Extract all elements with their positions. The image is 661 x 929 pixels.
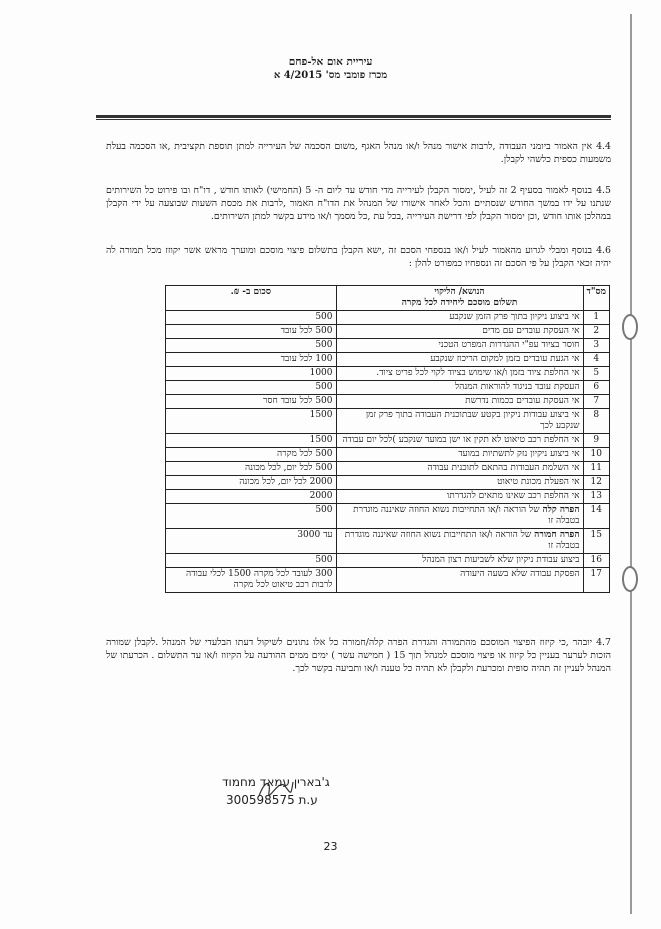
row-subject (336, 339, 583, 353)
row-subject (336, 554, 583, 568)
row-amount: 1000 (166, 367, 337, 381)
page-edge-line (630, 14, 632, 914)
paragraph-4-7 (106, 636, 611, 675)
row-number: 3 (583, 339, 609, 353)
header-subject-title: הנושא/ הליקוי (434, 287, 485, 297)
table-row (166, 554, 610, 568)
row-amount: 500 (166, 339, 337, 353)
row-number: 8 (583, 409, 609, 434)
row-subject-text: של הוראה ו/או התחייבות נשוא החוזה שאיננה מוגדרת בטבלה זו (344, 530, 580, 551)
row-subject (336, 325, 583, 339)
row-amount: 2000 לכל יום, לכל מכונה (166, 476, 337, 490)
table-row (166, 529, 610, 554)
row-amount: 1500 (166, 434, 337, 448)
row-subject-text: חוסר בציוד עפ"י ההגדרות המפרט הטכני (438, 340, 580, 350)
row-number: 10 (583, 448, 609, 462)
row-number: 11 (583, 462, 609, 476)
row-number: 14 (583, 504, 609, 529)
table-row (166, 395, 610, 409)
row-subject-text: העסקת עובד בניגוד להוראות המנהל (454, 382, 580, 392)
row-subject (336, 381, 583, 395)
row-subject-text: אי הפעלת מכונת טיאוט (497, 477, 580, 487)
paragraph-number: 4.7 (596, 637, 611, 648)
table-row (166, 568, 610, 593)
row-subject (336, 311, 583, 325)
row-subject (336, 504, 583, 529)
header-rule-thick (96, 115, 611, 118)
paragraph-number: 4.4 (596, 141, 611, 152)
row-subject (336, 367, 583, 381)
table-row (166, 434, 610, 448)
row-subject-text: אי הגעת עובדים בזמן למקום הריכוז שנקבע (430, 354, 580, 364)
row-subject-text: אי השלמת העבודות בהתאם לתוכנית עבודה (427, 463, 580, 473)
row-amount: 500 לכל עובד חסר (166, 395, 337, 409)
row-subject-text: אי ביצוע ניקיון נזק לתשתיות במועד (458, 449, 580, 459)
row-number: 2 (583, 325, 609, 339)
row-subject-text: אי ביצוע ניקיון בתוך פרק הזמן שנקבע (449, 312, 580, 322)
row-amount: 500 (166, 311, 337, 325)
paragraph-text: בנוסף ומבלי לגרוע מהאמור לעיל ו/או בנספחי הסכם זה ,ישא הקבלן בתשלום פיצוי מוסכם ומוערך מראש אשר יקוזז מכל תמורה לה יהיה זכאי הקבלן על פי הסכם זה ונספחיו כמפורט להלן : (106, 245, 611, 269)
table-row (166, 381, 610, 395)
header-amount: סכום ב- ₪. (166, 286, 337, 311)
table-row (166, 311, 610, 325)
row-subject (336, 395, 583, 409)
row-subject (336, 476, 583, 490)
paragraph-text: בנוסף לאמור בסעיף 2 זה לעיל ,ימסור הקבלן לעירייה מדי חודש עד ליום ה- 5 (החמישי) לאותו חודש , דו"ח ובו פירוט כל השירותים שנתנו על ידו במשך החודש שנסתיים והכל לאחר אישורו של המנהל את הדו"ח האמור ,לרבות את מכסת השעות שבוצעה על ידי הקבלן במהלכן אותו חודש ,וכן ימסור הקבלן לפי דרישת העירייה ,בכל עת ,כל מסמך ו/או מידע בקשר למתן השירותים. (106, 185, 611, 222)
row-subject-text: אי החלפת רכב שאינו מתאים להגדרתו (446, 491, 580, 501)
row-number: 15 (583, 529, 609, 554)
row-subject-text: אי העסקת עובדים בכמות נדרשת (465, 396, 580, 406)
row-subject (336, 353, 583, 367)
row-subject (336, 529, 583, 554)
paragraph-text: אין האמור ביומני העבודה ,לרבות אישור מנהל ו/או מנהל האגף ,משום הסכמה של העירייה למתן תוספת תקציבית ,או הסכמה בעלת משמעות כספית כלשהי לקבלן. (106, 141, 611, 165)
table-row (166, 353, 610, 367)
table-row (166, 476, 610, 490)
row-amount: 500 לכל יום, לכל מכונה (166, 462, 337, 476)
table-row (166, 325, 610, 339)
row-number: 5 (583, 367, 609, 381)
row-number: 4 (583, 353, 609, 367)
page-number: 23 (323, 840, 338, 853)
row-number: 6 (583, 381, 609, 395)
paragraph-text: יובהר ,כי קיזוז הפיצוי המוסכם מהתמורה והגדרת הפרה קלה/חמורה כל אלו נתונים לשיקול דעתו הבלעדי של המנהל .לקבלן שמורה הזכות לערער בעניין כל קיזוז או פיצוי מוסכם למנהל תוך 15 ( חמישה עשר ) ימים ממים ההודעה על הקיזוז ו/או עד התשלום . הכרעתו של המנהל לעניין זה תהיה סופית ומכרעת ולקבלן לא תהיה כל טענה ו/או ותביעה בקשר לכך. (106, 637, 611, 674)
header-subject-subtitle: תשלום מוסכם ליחידה לכל מקרה (401, 298, 518, 308)
header-municipality: עיריית אום אל-פחם (288, 56, 373, 68)
header-tender: מכרז פומבי מס' 4/2015 א (273, 70, 388, 81)
row-amount: 2000 (166, 490, 337, 504)
row-amount: 1500 (166, 409, 337, 434)
row-amount: 500 (166, 554, 337, 568)
paragraph-4-4 (106, 140, 611, 166)
signature-id: ע.ת 300598575 (226, 793, 318, 807)
row-subject-text: אי העסקת עובדים עם מדים (482, 326, 580, 336)
row-amount: 500 (166, 504, 337, 529)
row-subject-text: אי החלפת רכב טיאוט לא תקין או ישן במועד שנקבע )לכל יום עבודה (342, 435, 580, 445)
row-number: 17 (583, 568, 609, 593)
row-number: 7 (583, 395, 609, 409)
header-rule-thin (96, 119, 611, 120)
row-amount: 500 (166, 381, 337, 395)
table-row (166, 409, 610, 434)
row-subject-text: אי החלפת ציוד בזמן ו/או שימוש בציוד לקוי לכל פריט ציוד. (376, 368, 580, 378)
row-subject-text: הפסקת עבודה שלא בשעה היעודה (460, 569, 580, 579)
row-number: 16 (583, 554, 609, 568)
row-subject (336, 462, 583, 476)
table-row (166, 367, 610, 381)
paragraph-4-5 (106, 184, 611, 223)
row-subject-text: אי ביצוע עבודות ניקיון בקטע שבתוכנית העבודה בתוך פרק זמן שנקבע לכך (365, 410, 580, 431)
row-subject (336, 490, 583, 504)
table-row (166, 448, 610, 462)
row-subject (336, 434, 583, 448)
table-row (166, 490, 610, 504)
row-number: 1 (583, 311, 609, 325)
row-amount: 500 לכל מקרה (166, 448, 337, 462)
row-number: 13 (583, 490, 609, 504)
row-amount: 300 לעובד לכל מקרה 1500 לכלי עבודה לרבות רכב טיאוט לכל מקרה (166, 568, 337, 593)
binder-hole (622, 314, 638, 340)
binder-hole (622, 566, 638, 592)
row-subject (336, 409, 583, 434)
table-row (166, 462, 610, 476)
row-subject (336, 568, 583, 593)
row-subject-bold: הפרה קלה (542, 505, 580, 515)
header-subject (336, 286, 583, 311)
table-row (166, 339, 610, 353)
paragraph-number: 4.6 (596, 245, 611, 256)
row-amount: עד 3000 (166, 529, 337, 554)
row-subject (336, 448, 583, 462)
paragraph-number: 4.5 (596, 185, 611, 196)
signature-name: ג'בארין עמאד מחמוד (222, 775, 330, 789)
paragraph-4-6 (106, 244, 611, 270)
row-amount: 500 לכל עובד (166, 325, 337, 339)
header-number: מס"ד (583, 286, 609, 311)
row-number: 9 (583, 434, 609, 448)
row-subject-text: ביצוע עבודת ניקיון שלא לשביעות רצון המנהל (422, 555, 580, 565)
compensation-table (165, 285, 610, 593)
table-header-row (166, 286, 610, 311)
table-row (166, 504, 610, 529)
row-subject-bold: הפרה חמורה (534, 530, 580, 540)
row-subject-text: של הוראה ו/או התחייבות נשוא החוזה שאיננה מוגדרת בטבלה זו (353, 505, 580, 526)
row-number: 12 (583, 476, 609, 490)
row-amount: 100 לכל עובד (166, 353, 337, 367)
